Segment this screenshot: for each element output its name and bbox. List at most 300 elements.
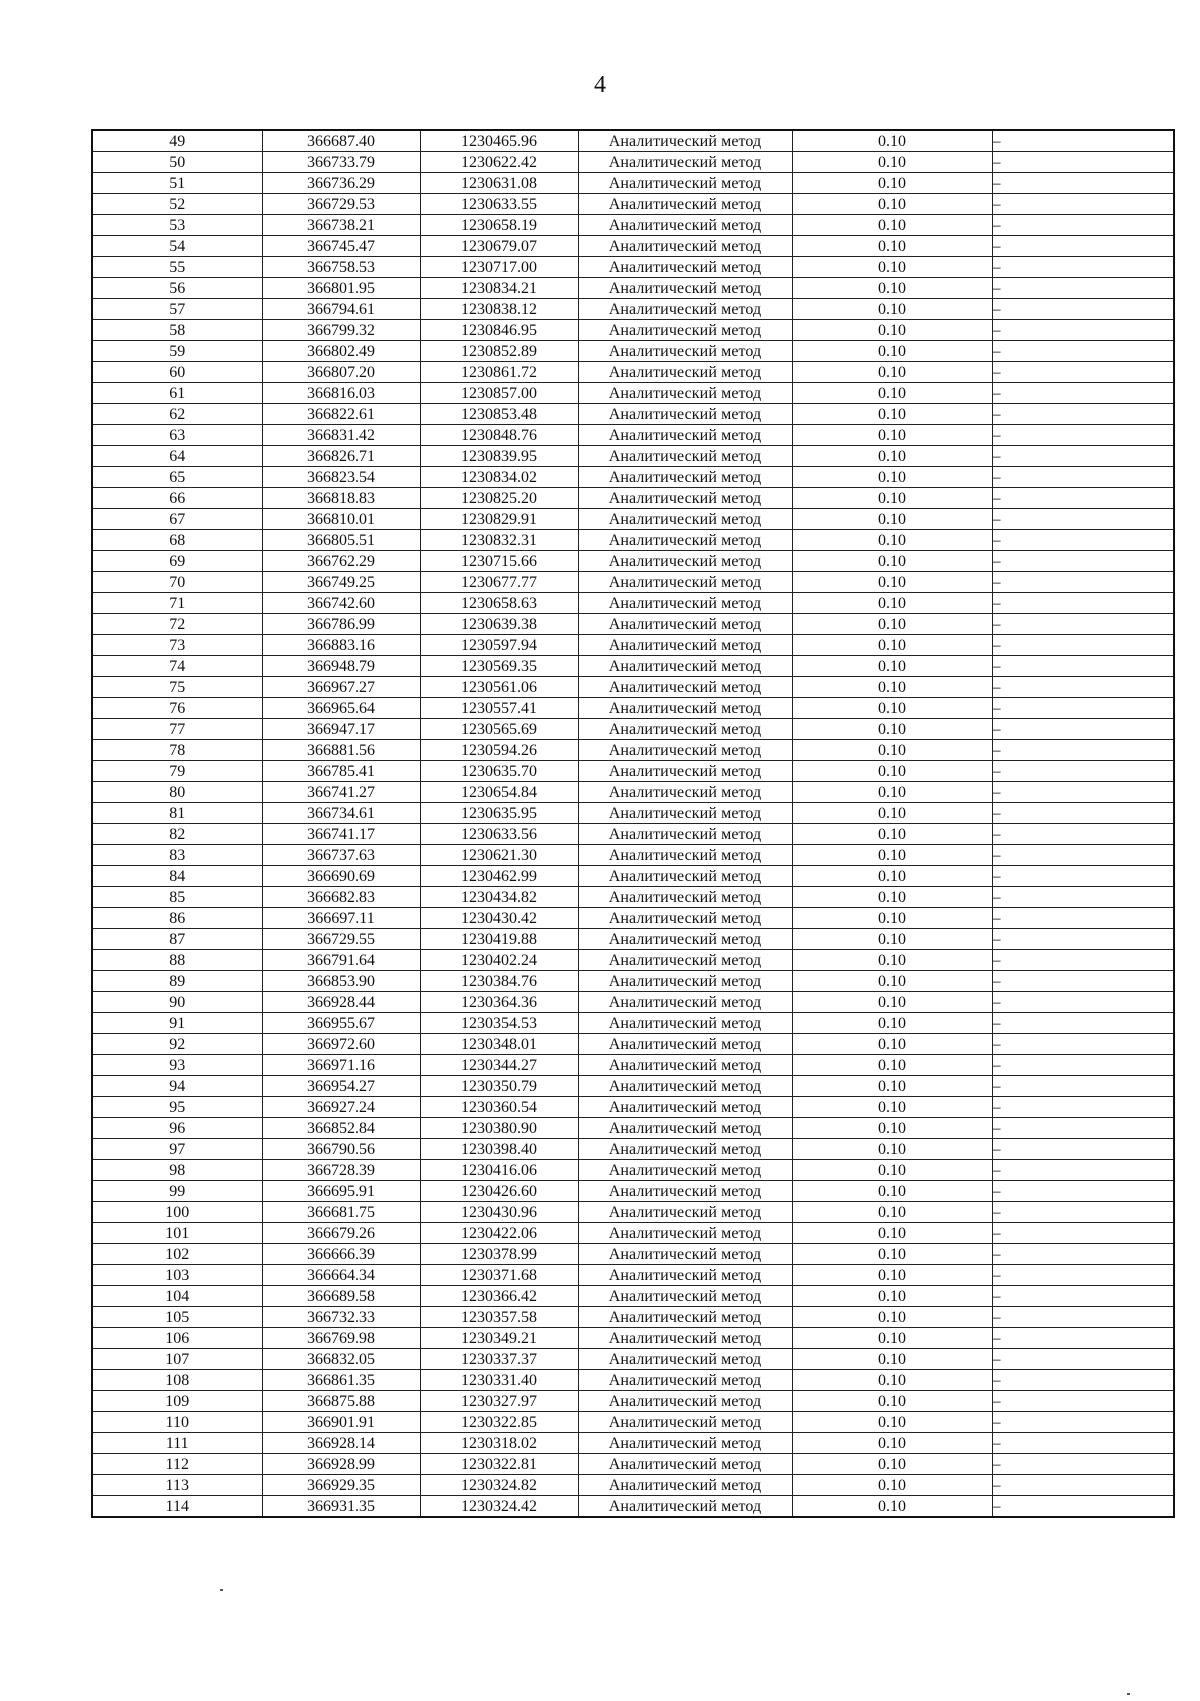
point-number-cell: 98 bbox=[92, 1160, 262, 1181]
table-row bbox=[92, 782, 1174, 803]
y-coordinate-cell: 1230350.79 bbox=[420, 1076, 578, 1097]
method-cell: Аналитический метод bbox=[578, 1055, 792, 1076]
point-number-cell: 55 bbox=[92, 257, 262, 278]
note-cell: – bbox=[992, 173, 1174, 194]
method-cell: Аналитический метод bbox=[578, 1433, 792, 1454]
method-cell: Аналитический метод bbox=[578, 362, 792, 383]
y-coordinate-cell: 1230633.55 bbox=[420, 194, 578, 215]
method-cell: Аналитический метод bbox=[578, 1349, 792, 1370]
note-cell: – bbox=[992, 698, 1174, 719]
y-coordinate-cell: 1230366.42 bbox=[420, 1286, 578, 1307]
x-coordinate-cell: 366687.40 bbox=[262, 130, 420, 152]
accuracy-cell: 0.10 bbox=[792, 593, 992, 614]
note-cell: – bbox=[992, 845, 1174, 866]
table-row bbox=[92, 656, 1174, 677]
method-cell: Аналитический метод bbox=[578, 782, 792, 803]
y-coordinate-cell: 1230348.01 bbox=[420, 1034, 578, 1055]
point-number-cell: 70 bbox=[92, 572, 262, 593]
note-cell: – bbox=[992, 1223, 1174, 1244]
method-cell: Аналитический метод bbox=[578, 929, 792, 950]
x-coordinate-cell: 366733.79 bbox=[262, 152, 420, 173]
note-cell: – bbox=[992, 425, 1174, 446]
note-cell: – bbox=[992, 1097, 1174, 1118]
note-cell: – bbox=[992, 1286, 1174, 1307]
x-coordinate-cell: 366852.84 bbox=[262, 1118, 420, 1139]
accuracy-cell: 0.10 bbox=[792, 1349, 992, 1370]
y-coordinate-cell: 1230402.24 bbox=[420, 950, 578, 971]
point-number-cell: 53 bbox=[92, 215, 262, 236]
point-number-cell: 87 bbox=[92, 929, 262, 950]
y-coordinate-cell: 1230430.96 bbox=[420, 1202, 578, 1223]
point-number-cell: 106 bbox=[92, 1328, 262, 1349]
x-coordinate-cell: 366736.29 bbox=[262, 173, 420, 194]
x-coordinate-cell: 366737.63 bbox=[262, 845, 420, 866]
y-coordinate-cell: 1230416.06 bbox=[420, 1160, 578, 1181]
accuracy-cell: 0.10 bbox=[792, 698, 992, 719]
accuracy-cell: 0.10 bbox=[792, 950, 992, 971]
accuracy-cell: 0.10 bbox=[792, 803, 992, 824]
table-row bbox=[92, 320, 1174, 341]
accuracy-cell: 0.10 bbox=[792, 572, 992, 593]
method-cell: Аналитический метод bbox=[578, 1118, 792, 1139]
method-cell: Аналитический метод bbox=[578, 1370, 792, 1391]
accuracy-cell: 0.10 bbox=[792, 1496, 992, 1518]
accuracy-cell: 0.10 bbox=[792, 383, 992, 404]
point-number-cell: 65 bbox=[92, 467, 262, 488]
point-number-cell: 101 bbox=[92, 1223, 262, 1244]
method-cell: Аналитический метод bbox=[578, 845, 792, 866]
x-coordinate-cell: 366734.61 bbox=[262, 803, 420, 824]
table-row bbox=[92, 1013, 1174, 1034]
point-number-cell: 75 bbox=[92, 677, 262, 698]
method-cell: Аналитический метод bbox=[578, 1328, 792, 1349]
y-coordinate-cell: 1230430.42 bbox=[420, 908, 578, 929]
accuracy-cell: 0.10 bbox=[792, 215, 992, 236]
point-number-cell: 59 bbox=[92, 341, 262, 362]
x-coordinate-cell: 366826.71 bbox=[262, 446, 420, 467]
note-cell: – bbox=[992, 782, 1174, 803]
note-cell: – bbox=[992, 1265, 1174, 1286]
note-cell: – bbox=[992, 1160, 1174, 1181]
method-cell: Аналитический метод bbox=[578, 194, 792, 215]
accuracy-cell: 0.10 bbox=[792, 425, 992, 446]
accuracy-cell: 0.10 bbox=[792, 824, 992, 845]
y-coordinate-cell: 1230384.76 bbox=[420, 971, 578, 992]
table-row bbox=[92, 1139, 1174, 1160]
point-number-cell: 108 bbox=[92, 1370, 262, 1391]
table-row bbox=[92, 845, 1174, 866]
accuracy-cell: 0.10 bbox=[792, 656, 992, 677]
accuracy-cell: 0.10 bbox=[792, 845, 992, 866]
point-number-cell: 67 bbox=[92, 509, 262, 530]
accuracy-cell: 0.10 bbox=[792, 1118, 992, 1139]
table-row bbox=[92, 614, 1174, 635]
method-cell: Аналитический метод bbox=[578, 446, 792, 467]
table-row bbox=[92, 992, 1174, 1013]
note-cell: – bbox=[992, 761, 1174, 782]
x-coordinate-cell: 366749.25 bbox=[262, 572, 420, 593]
note-cell: – bbox=[992, 1496, 1174, 1518]
scan-speck bbox=[1127, 1693, 1130, 1695]
x-coordinate-cell: 366831.42 bbox=[262, 425, 420, 446]
method-cell: Аналитический метод bbox=[578, 866, 792, 887]
table-row bbox=[92, 908, 1174, 929]
method-cell: Аналитический метод bbox=[578, 530, 792, 551]
y-coordinate-cell: 1230364.36 bbox=[420, 992, 578, 1013]
method-cell: Аналитический метод bbox=[578, 320, 792, 341]
point-number-cell: 111 bbox=[92, 1433, 262, 1454]
table-row bbox=[92, 1328, 1174, 1349]
accuracy-cell: 0.10 bbox=[792, 992, 992, 1013]
method-cell: Аналитический метод bbox=[578, 824, 792, 845]
note-cell: – bbox=[992, 656, 1174, 677]
accuracy-cell: 0.10 bbox=[792, 1391, 992, 1412]
x-coordinate-cell: 366769.98 bbox=[262, 1328, 420, 1349]
point-number-cell: 89 bbox=[92, 971, 262, 992]
note-cell: – bbox=[992, 1076, 1174, 1097]
accuracy-cell: 0.10 bbox=[792, 1223, 992, 1244]
note-cell: – bbox=[992, 1433, 1174, 1454]
note-cell: – bbox=[992, 236, 1174, 257]
method-cell: Аналитический метод bbox=[578, 992, 792, 1013]
accuracy-cell: 0.10 bbox=[792, 1139, 992, 1160]
method-cell: Аналитический метод bbox=[578, 1454, 792, 1475]
x-coordinate-cell: 366881.56 bbox=[262, 740, 420, 761]
note-cell: – bbox=[992, 1475, 1174, 1496]
accuracy-cell: 0.10 bbox=[792, 341, 992, 362]
accuracy-cell: 0.10 bbox=[792, 1328, 992, 1349]
accuracy-cell: 0.10 bbox=[792, 194, 992, 215]
note-cell: – bbox=[992, 824, 1174, 845]
point-number-cell: 104 bbox=[92, 1286, 262, 1307]
y-coordinate-cell: 1230658.63 bbox=[420, 593, 578, 614]
x-coordinate-cell: 366745.47 bbox=[262, 236, 420, 257]
x-coordinate-cell: 366732.33 bbox=[262, 1307, 420, 1328]
table-row bbox=[92, 1097, 1174, 1118]
point-number-cell: 54 bbox=[92, 236, 262, 257]
table-row bbox=[92, 950, 1174, 971]
table-row bbox=[92, 971, 1174, 992]
table-row bbox=[92, 1349, 1174, 1370]
y-coordinate-cell: 1230422.06 bbox=[420, 1223, 578, 1244]
x-coordinate-cell: 366955.67 bbox=[262, 1013, 420, 1034]
table-row bbox=[92, 1265, 1174, 1286]
y-coordinate-cell: 1230861.72 bbox=[420, 362, 578, 383]
table-row bbox=[92, 551, 1174, 572]
x-coordinate-cell: 366901.91 bbox=[262, 1412, 420, 1433]
table-row bbox=[92, 425, 1174, 446]
accuracy-cell: 0.10 bbox=[792, 1181, 992, 1202]
table-row bbox=[92, 341, 1174, 362]
note-cell: – bbox=[992, 1370, 1174, 1391]
x-coordinate-cell: 366807.20 bbox=[262, 362, 420, 383]
method-cell: Аналитический метод bbox=[578, 761, 792, 782]
method-cell: Аналитический метод bbox=[578, 614, 792, 635]
point-number-cell: 92 bbox=[92, 1034, 262, 1055]
point-number-cell: 110 bbox=[92, 1412, 262, 1433]
method-cell: Аналитический метод bbox=[578, 1265, 792, 1286]
point-number-cell: 63 bbox=[92, 425, 262, 446]
table-row bbox=[92, 1370, 1174, 1391]
y-coordinate-cell: 1230327.97 bbox=[420, 1391, 578, 1412]
accuracy-cell: 0.10 bbox=[792, 1307, 992, 1328]
table-row bbox=[92, 278, 1174, 299]
point-number-cell: 79 bbox=[92, 761, 262, 782]
method-cell: Аналитический метод bbox=[578, 698, 792, 719]
y-coordinate-cell: 1230679.07 bbox=[420, 236, 578, 257]
accuracy-cell: 0.10 bbox=[792, 152, 992, 173]
y-coordinate-cell: 1230419.88 bbox=[420, 929, 578, 950]
x-coordinate-cell: 366967.27 bbox=[262, 677, 420, 698]
x-coordinate-cell: 366954.27 bbox=[262, 1076, 420, 1097]
x-coordinate-cell: 366875.88 bbox=[262, 1391, 420, 1412]
x-coordinate-cell: 366741.27 bbox=[262, 782, 420, 803]
accuracy-cell: 0.10 bbox=[792, 1475, 992, 1496]
table-row bbox=[92, 635, 1174, 656]
x-coordinate-cell: 366822.61 bbox=[262, 404, 420, 425]
x-coordinate-cell: 366729.53 bbox=[262, 194, 420, 215]
accuracy-cell: 0.10 bbox=[792, 467, 992, 488]
note-cell: – bbox=[992, 635, 1174, 656]
y-coordinate-cell: 1230354.53 bbox=[420, 1013, 578, 1034]
y-coordinate-cell: 1230318.02 bbox=[420, 1433, 578, 1454]
x-coordinate-cell: 366810.01 bbox=[262, 509, 420, 530]
y-coordinate-cell: 1230371.68 bbox=[420, 1265, 578, 1286]
accuracy-cell: 0.10 bbox=[792, 1097, 992, 1118]
y-coordinate-cell: 1230324.42 bbox=[420, 1496, 578, 1518]
table-row bbox=[92, 866, 1174, 887]
note-cell: – bbox=[992, 1328, 1174, 1349]
y-coordinate-cell: 1230597.94 bbox=[420, 635, 578, 656]
note-cell: – bbox=[992, 572, 1174, 593]
y-coordinate-cell: 1230357.58 bbox=[420, 1307, 578, 1328]
x-coordinate-cell: 366928.44 bbox=[262, 992, 420, 1013]
table-row bbox=[92, 1118, 1174, 1139]
accuracy-cell: 0.10 bbox=[792, 635, 992, 656]
point-number-cell: 96 bbox=[92, 1118, 262, 1139]
accuracy-cell: 0.10 bbox=[792, 740, 992, 761]
point-number-cell: 60 bbox=[92, 362, 262, 383]
accuracy-cell: 0.10 bbox=[792, 1286, 992, 1307]
accuracy-cell: 0.10 bbox=[792, 278, 992, 299]
point-number-cell: 107 bbox=[92, 1349, 262, 1370]
method-cell: Аналитический метод bbox=[578, 1076, 792, 1097]
table-row bbox=[92, 1181, 1174, 1202]
note-cell: – bbox=[992, 1391, 1174, 1412]
y-coordinate-cell: 1230839.95 bbox=[420, 446, 578, 467]
y-coordinate-cell: 1230834.02 bbox=[420, 467, 578, 488]
note-cell: – bbox=[992, 341, 1174, 362]
y-coordinate-cell: 1230622.42 bbox=[420, 152, 578, 173]
method-cell: Аналитический метод bbox=[578, 1097, 792, 1118]
note-cell: – bbox=[992, 1307, 1174, 1328]
point-number-cell: 97 bbox=[92, 1139, 262, 1160]
table-row bbox=[92, 1244, 1174, 1265]
point-number-cell: 81 bbox=[92, 803, 262, 824]
method-cell: Аналитический метод bbox=[578, 1139, 792, 1160]
y-coordinate-cell: 1230322.81 bbox=[420, 1454, 578, 1475]
point-number-cell: 62 bbox=[92, 404, 262, 425]
x-coordinate-cell: 366742.60 bbox=[262, 593, 420, 614]
table-row bbox=[92, 173, 1174, 194]
y-coordinate-cell: 1230462.99 bbox=[420, 866, 578, 887]
point-number-cell: 73 bbox=[92, 635, 262, 656]
x-coordinate-cell: 366928.14 bbox=[262, 1433, 420, 1454]
note-cell: – bbox=[992, 383, 1174, 404]
method-cell: Аналитический метод bbox=[578, 1181, 792, 1202]
point-number-cell: 82 bbox=[92, 824, 262, 845]
y-coordinate-cell: 1230654.84 bbox=[420, 782, 578, 803]
method-cell: Аналитический метод bbox=[578, 1412, 792, 1433]
note-cell: – bbox=[992, 929, 1174, 950]
y-coordinate-cell: 1230633.56 bbox=[420, 824, 578, 845]
x-coordinate-cell: 366681.75 bbox=[262, 1202, 420, 1223]
y-coordinate-cell: 1230349.21 bbox=[420, 1328, 578, 1349]
x-coordinate-cell: 366679.26 bbox=[262, 1223, 420, 1244]
note-cell: – bbox=[992, 215, 1174, 236]
note-cell: – bbox=[992, 551, 1174, 572]
table-row bbox=[92, 236, 1174, 257]
x-coordinate-cell: 366697.11 bbox=[262, 908, 420, 929]
accuracy-cell: 0.10 bbox=[792, 1160, 992, 1181]
x-coordinate-cell: 366931.35 bbox=[262, 1496, 420, 1518]
point-number-cell: 69 bbox=[92, 551, 262, 572]
x-coordinate-cell: 366690.69 bbox=[262, 866, 420, 887]
note-cell: – bbox=[992, 530, 1174, 551]
table-row bbox=[92, 929, 1174, 950]
method-cell: Аналитический метод bbox=[578, 257, 792, 278]
x-coordinate-cell: 366928.99 bbox=[262, 1454, 420, 1475]
accuracy-cell: 0.10 bbox=[792, 1370, 992, 1391]
note-cell: – bbox=[992, 740, 1174, 761]
x-coordinate-cell: 366682.83 bbox=[262, 887, 420, 908]
point-number-cell: 88 bbox=[92, 950, 262, 971]
x-coordinate-cell: 366805.51 bbox=[262, 530, 420, 551]
x-coordinate-cell: 366947.17 bbox=[262, 719, 420, 740]
y-coordinate-cell: 1230378.99 bbox=[420, 1244, 578, 1265]
method-cell: Аналитический метод bbox=[578, 1475, 792, 1496]
x-coordinate-cell: 366790.56 bbox=[262, 1139, 420, 1160]
accuracy-cell: 0.10 bbox=[792, 908, 992, 929]
table-row bbox=[92, 404, 1174, 425]
y-coordinate-cell: 1230621.30 bbox=[420, 845, 578, 866]
x-coordinate-cell: 366689.58 bbox=[262, 1286, 420, 1307]
point-number-cell: 93 bbox=[92, 1055, 262, 1076]
x-coordinate-cell: 366972.60 bbox=[262, 1034, 420, 1055]
point-number-cell: 105 bbox=[92, 1307, 262, 1328]
method-cell: Аналитический метод bbox=[578, 152, 792, 173]
point-number-cell: 100 bbox=[92, 1202, 262, 1223]
x-coordinate-cell: 366801.95 bbox=[262, 278, 420, 299]
accuracy-cell: 0.10 bbox=[792, 173, 992, 194]
point-number-cell: 64 bbox=[92, 446, 262, 467]
x-coordinate-cell: 366791.64 bbox=[262, 950, 420, 971]
y-coordinate-cell: 1230557.41 bbox=[420, 698, 578, 719]
method-cell: Аналитический метод bbox=[578, 803, 792, 824]
table-row bbox=[92, 1391, 1174, 1412]
table-row bbox=[92, 761, 1174, 782]
note-cell: – bbox=[992, 362, 1174, 383]
x-coordinate-cell: 366802.49 bbox=[262, 341, 420, 362]
table-row bbox=[92, 383, 1174, 404]
note-cell: – bbox=[992, 908, 1174, 929]
point-number-cell: 102 bbox=[92, 1244, 262, 1265]
note-cell: – bbox=[992, 803, 1174, 824]
point-number-cell: 86 bbox=[92, 908, 262, 929]
point-number-cell: 114 bbox=[92, 1496, 262, 1518]
table-row bbox=[92, 677, 1174, 698]
method-cell: Аналитический метод bbox=[578, 278, 792, 299]
table-row bbox=[92, 152, 1174, 173]
method-cell: Аналитический метод bbox=[578, 1034, 792, 1055]
note-cell: – bbox=[992, 467, 1174, 488]
table-row bbox=[92, 698, 1174, 719]
note-cell: – bbox=[992, 1034, 1174, 1055]
point-number-cell: 56 bbox=[92, 278, 262, 299]
method-cell: Аналитический метод bbox=[578, 950, 792, 971]
accuracy-cell: 0.10 bbox=[792, 1055, 992, 1076]
x-coordinate-cell: 366666.39 bbox=[262, 1244, 420, 1265]
y-coordinate-cell: 1230561.06 bbox=[420, 677, 578, 698]
note-cell: – bbox=[992, 1055, 1174, 1076]
table-row bbox=[92, 1307, 1174, 1328]
point-number-cell: 50 bbox=[92, 152, 262, 173]
table-row bbox=[92, 530, 1174, 551]
note-cell: – bbox=[992, 320, 1174, 341]
method-cell: Аналитический метод bbox=[578, 719, 792, 740]
table-row bbox=[92, 1076, 1174, 1097]
method-cell: Аналитический метод bbox=[578, 1223, 792, 1244]
y-coordinate-cell: 1230380.90 bbox=[420, 1118, 578, 1139]
x-coordinate-cell: 366794.61 bbox=[262, 299, 420, 320]
x-coordinate-cell: 366816.03 bbox=[262, 383, 420, 404]
table-row bbox=[92, 803, 1174, 824]
point-number-cell: 58 bbox=[92, 320, 262, 341]
point-number-cell: 57 bbox=[92, 299, 262, 320]
accuracy-cell: 0.10 bbox=[792, 1412, 992, 1433]
y-coordinate-cell: 1230635.95 bbox=[420, 803, 578, 824]
table-row bbox=[92, 1160, 1174, 1181]
y-coordinate-cell: 1230344.27 bbox=[420, 1055, 578, 1076]
point-number-cell: 74 bbox=[92, 656, 262, 677]
x-coordinate-cell: 366799.32 bbox=[262, 320, 420, 341]
table-row bbox=[92, 593, 1174, 614]
x-coordinate-cell: 366971.16 bbox=[262, 1055, 420, 1076]
point-number-cell: 68 bbox=[92, 530, 262, 551]
method-cell: Аналитический метод bbox=[578, 173, 792, 194]
y-coordinate-cell: 1230324.82 bbox=[420, 1475, 578, 1496]
accuracy-cell: 0.10 bbox=[792, 509, 992, 530]
method-cell: Аналитический метод bbox=[578, 572, 792, 593]
y-coordinate-cell: 1230829.91 bbox=[420, 509, 578, 530]
method-cell: Аналитический метод bbox=[578, 236, 792, 257]
note-cell: – bbox=[992, 278, 1174, 299]
accuracy-cell: 0.10 bbox=[792, 719, 992, 740]
accuracy-cell: 0.10 bbox=[792, 1034, 992, 1055]
accuracy-cell: 0.10 bbox=[792, 1202, 992, 1223]
x-coordinate-cell: 366853.90 bbox=[262, 971, 420, 992]
accuracy-cell: 0.10 bbox=[792, 677, 992, 698]
y-coordinate-cell: 1230337.37 bbox=[420, 1349, 578, 1370]
x-coordinate-cell: 366861.35 bbox=[262, 1370, 420, 1391]
note-cell: – bbox=[992, 1181, 1174, 1202]
y-coordinate-cell: 1230631.08 bbox=[420, 173, 578, 194]
table-row bbox=[92, 1433, 1174, 1454]
y-coordinate-cell: 1230853.48 bbox=[420, 404, 578, 425]
coordinates-table-body bbox=[92, 130, 1174, 1517]
point-number-cell: 103 bbox=[92, 1265, 262, 1286]
note-cell: – bbox=[992, 488, 1174, 509]
